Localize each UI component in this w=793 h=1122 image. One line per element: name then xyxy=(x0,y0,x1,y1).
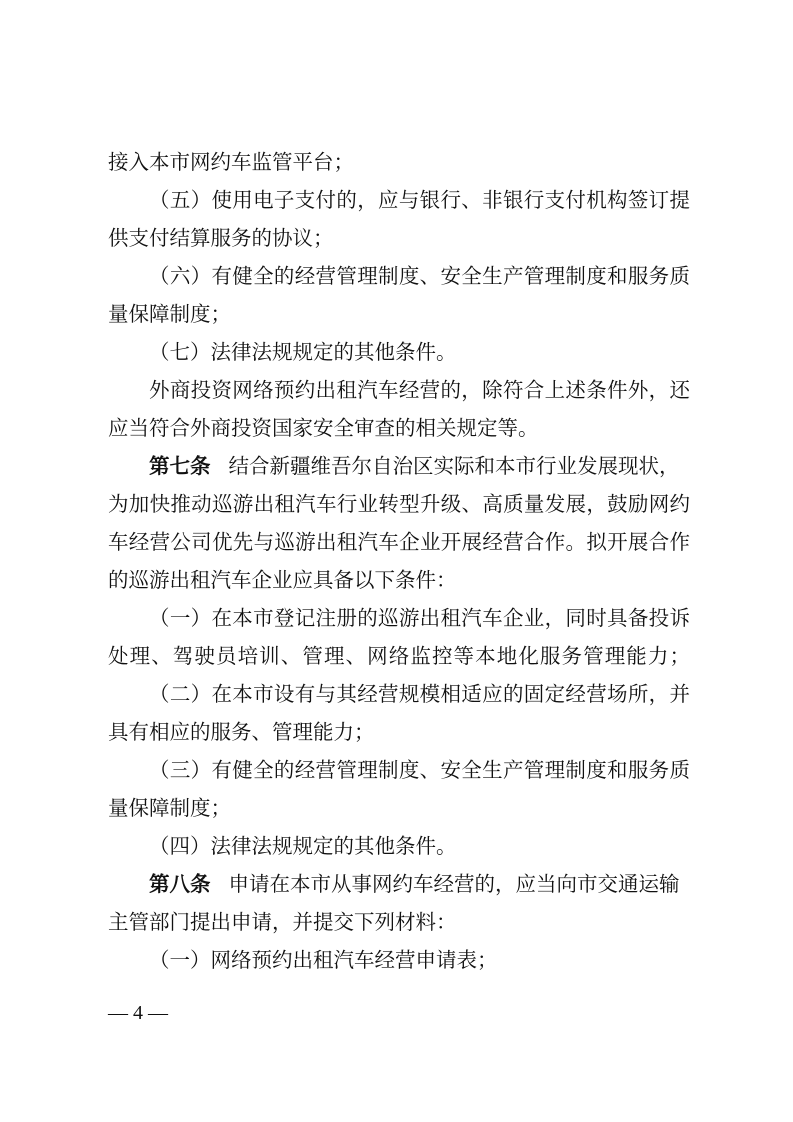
text-line: （一）网络预约出租汽车经营申请表； xyxy=(149,948,498,972)
text-line: 应当符合外商投资国家安全审查的相关规定等。 xyxy=(108,416,539,440)
text-line: （三）有健全的经营管理制度、安全生产管理制度和服务质 xyxy=(149,758,690,782)
text-line: 处理、驾驶员培训、管理、网络监控等本地化服务管理能力； xyxy=(108,644,690,668)
article-text: 结合新疆维吾尔自治区实际和本市行业发展现状， xyxy=(228,454,680,478)
text-line: 车经营公司优先与巡游出租汽车企业开展经营合作。拟开展合作 xyxy=(108,530,690,554)
article-heading-line xyxy=(108,865,690,903)
text-line: （二）在本市设有与其经营规模相适应的固定经营场所，并 xyxy=(149,682,690,706)
text-line: 接入本市网约车监管平台； xyxy=(108,150,354,174)
text-line: 外商投资网络预约出租汽车经营的，除符合上述条件外，还 xyxy=(149,378,690,402)
article-text: 申请在本市从事网约车经营的，应当向市交通运输 xyxy=(228,872,680,896)
text-line: 量保障制度； xyxy=(108,796,231,820)
text-line: （六）有健全的经营管理制度、安全生产管理制度和服务质 xyxy=(149,264,690,288)
article-number: 第八条 xyxy=(149,872,211,896)
text-line: （五）使用电子支付的，应与银行、非银行支付机构签订提 xyxy=(149,188,690,212)
text-line: （七）法律法规规定的其他条件。 xyxy=(149,340,457,364)
document-body xyxy=(108,143,690,979)
article-number: 第七条 xyxy=(149,454,211,478)
text-line: （一）在本市登记注册的巡游出租汽车企业，同时具备投诉 xyxy=(149,606,690,630)
text-line: （四）法律法规规定的其他条件。 xyxy=(149,834,457,858)
page-number: — 4 — xyxy=(108,1002,168,1024)
text-line: 的巡游出租汽车企业应具备以下条件： xyxy=(108,568,457,592)
text-line: 具有相应的服务、管理能力； xyxy=(108,720,375,744)
text-line: 量保障制度； xyxy=(108,302,231,326)
text-line: 为加快推动巡游出租汽车行业转型升级、高质量发展，鼓励网约 xyxy=(108,492,690,516)
article-heading-line xyxy=(108,447,690,485)
text-line: 主管部门提出申请，并提交下列材料： xyxy=(108,910,457,934)
text-line: 供支付结算服务的协议； xyxy=(108,226,334,250)
